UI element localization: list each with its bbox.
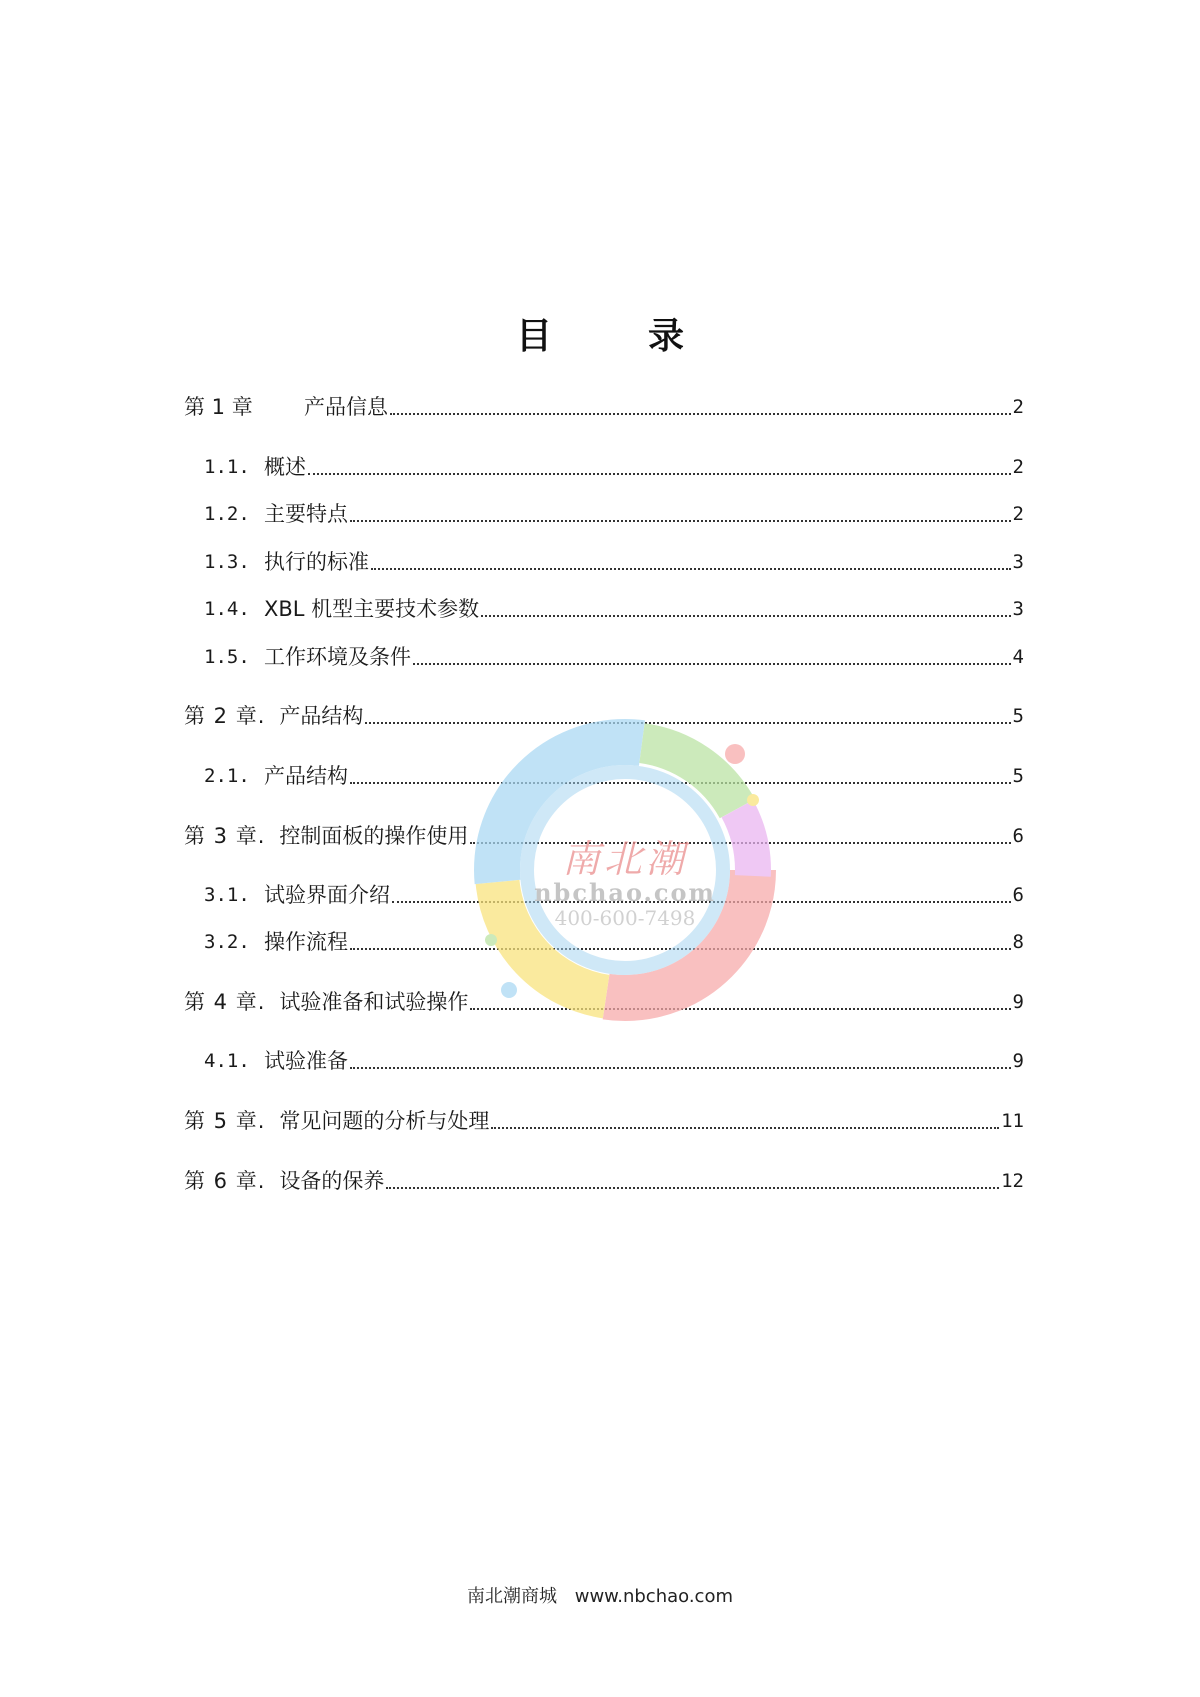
dot-leader xyxy=(390,412,1011,415)
dot-leader xyxy=(470,841,1010,844)
toc-title: 目 录 xyxy=(515,316,714,357)
toc-entry-chapter-5[interactable] xyxy=(184,1102,1024,1134)
toc-entry-page: 2 xyxy=(1012,503,1024,525)
toc-entry-number: 第 4 章. xyxy=(184,990,266,1014)
toc-entry-number: 1.1. xyxy=(204,456,250,478)
watermark-phone: 400-600-7498 xyxy=(554,906,696,930)
toc-entry-number: 2.1. xyxy=(204,765,250,787)
toc-entry-number: 第 3 章. xyxy=(184,824,266,848)
toc-entry-chapter-2[interactable] xyxy=(184,697,1024,729)
dot-leader xyxy=(386,1186,999,1189)
dot-leader xyxy=(371,567,1011,570)
toc-entry-section-1-4[interactable] xyxy=(204,590,1024,622)
toc-entry-label: 执行的标准 xyxy=(264,550,369,574)
toc-entry-section-1-3[interactable] xyxy=(204,543,1024,575)
toc-entry-section-3-2[interactable] xyxy=(204,923,1024,955)
toc-entry-label: 概述 xyxy=(264,455,306,479)
toc-entry-number: 4.1. xyxy=(204,1050,250,1072)
page-footer xyxy=(0,1582,1200,1608)
footer-name: 南北潮商城 xyxy=(467,1586,557,1607)
toc-entry-label: 操作流程 xyxy=(264,930,348,954)
toc-entry-label: 产品结构 xyxy=(264,764,348,788)
dot-leader xyxy=(392,900,1011,903)
watermark-site: nbchao.com xyxy=(534,878,716,907)
toc-entry-chapter-6[interactable] xyxy=(184,1162,1024,1194)
dot-leader xyxy=(413,662,1011,665)
toc-entry-page: 4 xyxy=(1012,646,1024,668)
toc-entry-label: 产品结构 xyxy=(279,704,364,728)
toc-entry-number: 1.4. xyxy=(204,598,250,620)
toc-entry-chapter-3[interactable] xyxy=(184,817,1024,849)
dot-leader xyxy=(365,721,1010,724)
toc-entry-page: 6 xyxy=(1012,884,1024,906)
toc-entry-section-1-2[interactable] xyxy=(204,495,1024,527)
toc-entry-number: 第 1 章 xyxy=(184,395,253,419)
toc-entry-page: 9 xyxy=(1012,1050,1024,1072)
toc-entry-page: 2 xyxy=(1012,396,1024,418)
toc-entry-section-4-1[interactable] xyxy=(204,1042,1024,1074)
dot-leader xyxy=(470,1007,1010,1010)
toc-entry-label: XBL 机型主要技术参数 xyxy=(264,597,480,621)
toc-entry-number: 第 5 章. xyxy=(184,1109,266,1133)
toc-entry-page: 3 xyxy=(1012,598,1024,620)
dot-leader xyxy=(308,472,1011,475)
dot-leader xyxy=(350,781,1011,784)
toc-entry-number: 第 6 章. xyxy=(184,1169,266,1193)
dot-leader xyxy=(350,519,1011,522)
toc-entry-page: 9 xyxy=(1012,991,1024,1013)
toc-entry-label: 工作环境及条件 xyxy=(264,645,411,669)
toc-entry-page: 5 xyxy=(1012,765,1024,787)
toc-entry-number: 第 2 章. xyxy=(184,704,266,728)
toc-entry-label: 产品信息 xyxy=(304,395,388,419)
toc-entry-chapter-1[interactable] xyxy=(184,388,1024,420)
watermark-brand: 南北潮 xyxy=(561,837,688,881)
toc-entry-page: 12 xyxy=(1001,1170,1024,1192)
dot-leader xyxy=(491,1126,999,1129)
toc-entry-number: 1.3. xyxy=(204,551,250,573)
toc-entry-page: 6 xyxy=(1012,825,1024,847)
dot-leader xyxy=(481,614,1010,617)
toc-entry-page: 3 xyxy=(1012,551,1024,573)
toc-entry-label: 常见问题的分析与处理 xyxy=(279,1109,490,1133)
dot-leader xyxy=(350,947,1011,950)
toc-entry-label: 试验界面介绍 xyxy=(264,883,390,907)
toc-entry-number: 3.1. xyxy=(204,884,250,906)
toc-entry-number: 3.2. xyxy=(204,931,250,953)
toc-entry-label: 控制面板的操作使用 xyxy=(279,824,469,848)
toc-entry-label: 主要特点 xyxy=(264,502,348,526)
toc-entry-number: 1.2. xyxy=(204,503,250,525)
toc-entry-label: 试验准备和试验操作 xyxy=(279,990,469,1014)
toc-entry-number: 1.5. xyxy=(204,646,250,668)
toc-entry-section-3-1[interactable] xyxy=(204,876,1024,908)
dot-leader xyxy=(350,1066,1011,1069)
toc-entry-section-1-5[interactable] xyxy=(204,638,1024,670)
toc-entry-page: 11 xyxy=(1001,1110,1024,1132)
toc-entry-page: 5 xyxy=(1012,705,1024,727)
toc-entry-section-2-1[interactable] xyxy=(204,757,1024,789)
toc-entry-section-1-1[interactable] xyxy=(204,448,1024,480)
toc-entry-label: 设备的保养 xyxy=(279,1169,385,1193)
toc-entry-chapter-4[interactable] xyxy=(184,983,1024,1015)
footer-url[interactable]: www.nbchao.com xyxy=(574,1586,733,1607)
toc-entry-page: 2 xyxy=(1012,456,1024,478)
toc-entry-page: 8 xyxy=(1012,931,1024,953)
toc-entry-label: 试验准备 xyxy=(264,1049,348,1073)
